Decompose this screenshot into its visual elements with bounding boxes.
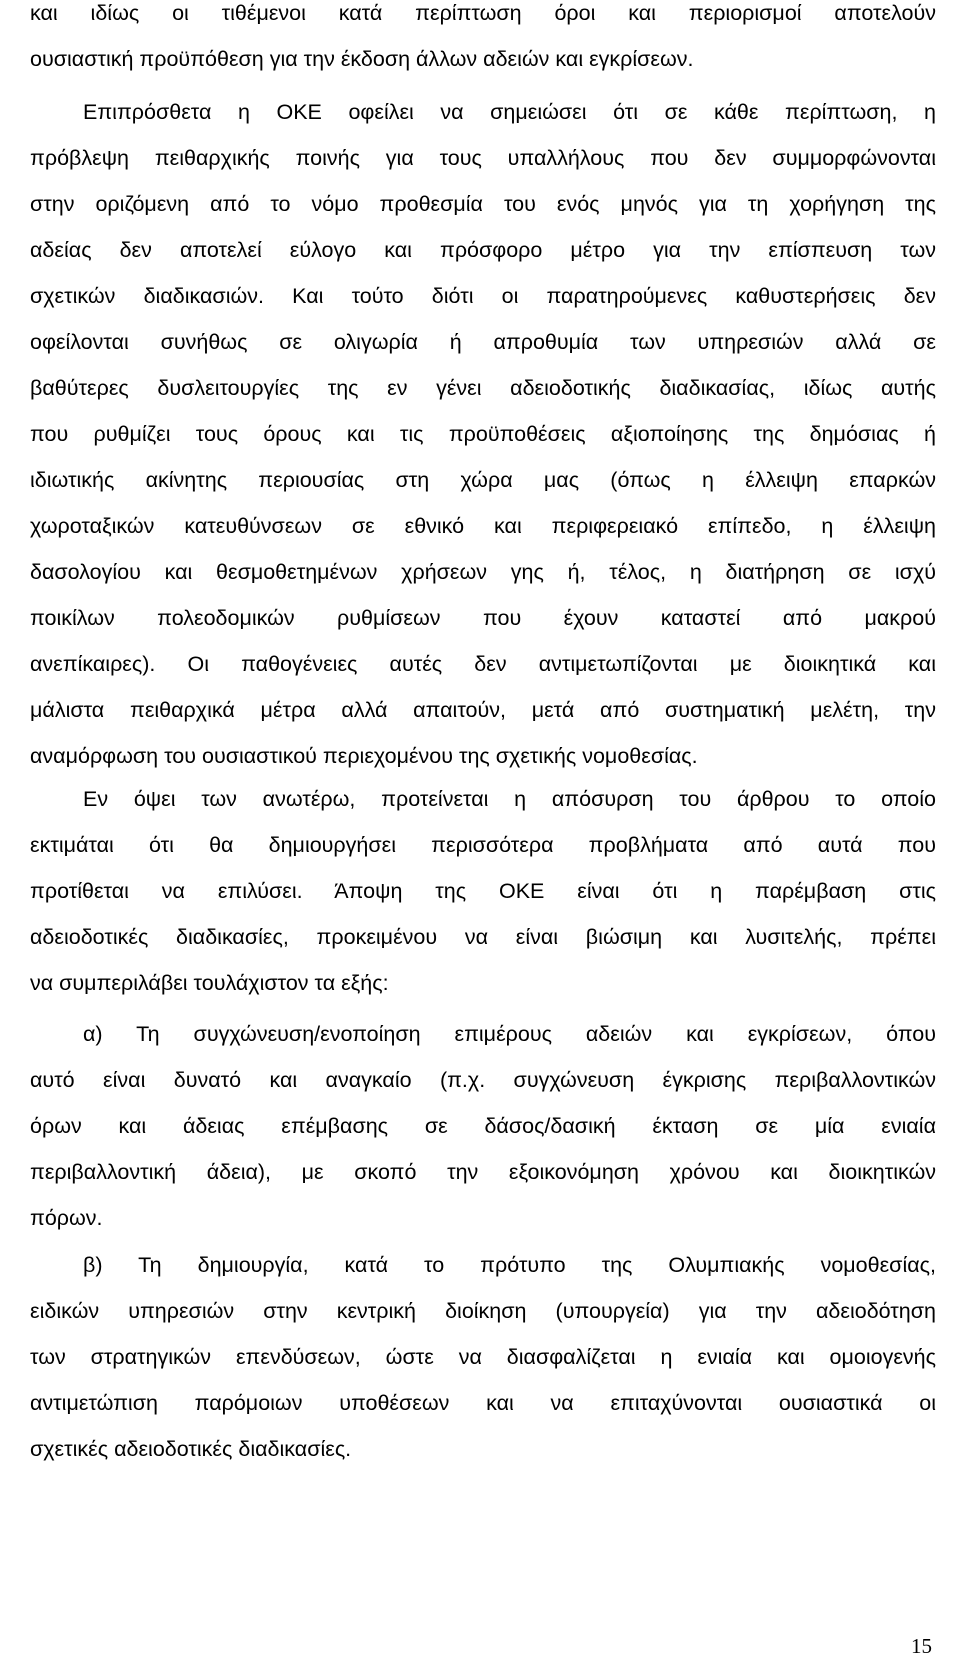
text-line: οφείλονται συνήθως σε ολιγωρία ή απροθυμία των υπηρεσιών αλλά σε (30, 330, 936, 354)
text-line: μάλιστα πειθαρχικά μέτρα αλλά απαιτούν, μετά από συστηματική μελέτη, την (30, 698, 936, 722)
text-line: σχετικών διαδικασιών. Και τούτο διότι οι παρατηρούμενες καθυστερήσεις δεν (30, 284, 936, 308)
text-line: πόρων. (30, 1206, 103, 1230)
text-line: β) Τη δημιουργία, κατά το πρότυπο της Ολυμπιακής νομοθεσίας, (83, 1253, 936, 1277)
page-number: 15 (911, 1634, 932, 1658)
text-line: αναμόρφωση του ουσιαστικού περιεχομένου της σχετικής νομοθεσίας. (30, 744, 698, 768)
text-line: αδειοδοτικές διαδικασίες, προκειμένου να είναι βιώσιμη και λυσιτελής, πρέπει (30, 925, 936, 949)
text-line: προτίθεται να επιλύσει. Άποψη της ΟΚΕ είναι ότι η παρέμβαση στις (30, 879, 936, 903)
text-line: α) Τη συγχώνευση/ενοποίηση επιμέρους αδειών και εγκρίσεων, όπου (83, 1022, 936, 1046)
text-line: που ρυθμίζει τους όρους και τις προϋποθέσεις αξιοποίησης της δημόσιας ή (30, 422, 936, 446)
text-line: Επιπρόσθετα η ΟΚΕ οφείλει να σημειώσει ότι σε κάθε περίπτωση, η (83, 100, 936, 124)
text-line: ανεπίκαιρες). Οι παθογένειες αυτές δεν αντιμετωπίζονται με διοικητικά και (30, 652, 936, 676)
text-line: να συμπεριλάβει τουλάχιστον τα εξής: (30, 971, 389, 995)
text-line: ιδιωτικής ακίνητης περιουσίας στη χώρα μας (όπως η έλλειψη επαρκών (30, 468, 936, 492)
list-item-beta (30, 1242, 936, 1472)
text-line: αδείας δεν αποτελεί εύλογο και πρόσφορο μέτρο για την επίσπευση των (30, 238, 936, 262)
list-item-alpha (30, 1011, 936, 1241)
text-line: εκτιμάται ότι θα δημιουργήσει περισσότερα προβλήματα από αυτά που (30, 833, 936, 857)
text-line: αντιμετώπιση παρόμοιων υποθέσεων και να επιταχύνονται ουσιαστικά οι (30, 1391, 936, 1415)
text-line: δασολογίου και θεσμοθετημένων χρήσεων γης ή, τέλος, η διατήρηση σε ισχύ (30, 560, 936, 584)
text-line: ποικίλων πολεοδομικών ρυθμίσεων που έχουν καταστεί από μακρού (30, 606, 936, 630)
text-line: ουσιαστική προϋπόθεση για την έκδοση άλλων αδειών και εγκρίσεων. (30, 47, 694, 71)
text-line: αυτό είναι δυνατό και αναγκαίο (π.χ. συγχώνευση έγκρισης περιβαλλοντικών (30, 1068, 936, 1092)
text-line: και ιδίως οι τιθέμενοι κατά περίπτωση όροι και περιορισμοί αποτελούν (30, 1, 936, 25)
text-line: Εν όψει των ανωτέρω, προτείνεται η απόσυρση του άρθρου το οποίο (83, 787, 936, 811)
text-line: χωροταξικών κατευθύνσεων σε εθνικό και περιφερειακό επίπεδο, η έλλειψη (30, 514, 936, 538)
paragraph-proposal (30, 776, 936, 1006)
text-line: βαθύτερες δυσλειτουργίες της εν γένει αδειοδοτικής διαδικασίας, ιδίως αυτής (30, 376, 936, 400)
text-line: σχετικές αδειοδοτικές διαδικασίες. (30, 1437, 352, 1461)
text-line: όρων και άδειας επέμβασης σε δάσος/δασική έκταση σε μία ενιαία (30, 1114, 936, 1138)
text-line: των στρατηγικών επενδύσεων, ώστε να διασφαλίζεται η ενιαία και ομοιογενής (30, 1345, 936, 1369)
text-line: πρόβλεψη πειθαρχικής ποινής για τους υπαλλήλους που δεν συμμορφώνονται (30, 146, 936, 170)
paragraph-disciplinary (30, 89, 936, 779)
text-line: ειδικών υπηρεσιών στην κεντρική διοίκηση (υπουργεία) για την αδειοδότηση (30, 1299, 936, 1323)
text-line: στην οριζόμενη από το νόμο προθεσμία του ενός μηνός για τη χορήγηση της (30, 192, 936, 216)
paragraph-continuation (30, 0, 936, 82)
text-line: περιβαλλοντική άδεια), με σκοπό την εξοικονόμηση χρόνου και διοικητικών (30, 1160, 936, 1184)
